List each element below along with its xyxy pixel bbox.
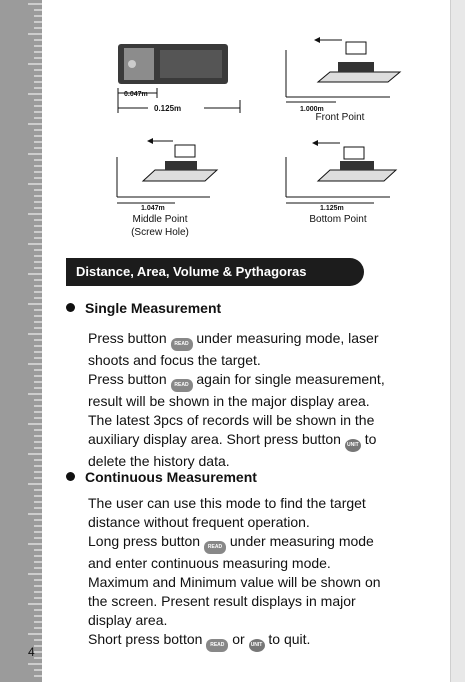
text: Press button <box>88 330 167 346</box>
text: again for single measurement, <box>196 371 385 387</box>
text: delete the history data. <box>88 453 230 469</box>
page-edge <box>450 0 465 682</box>
middle-point-diagram <box>105 135 225 210</box>
bottom-point-diagram <box>278 135 403 210</box>
text: result will be shown in the major display area. <box>88 393 370 409</box>
text: under measuring mode, laser <box>196 330 379 346</box>
middle-point-caption <box>115 213 205 239</box>
bottom-dim-label: 1.125m <box>320 205 344 210</box>
text: Long press button <box>88 533 201 549</box>
text: distance without frequent operation. <box>88 514 310 530</box>
text: shoots and focus the target. <box>88 352 261 368</box>
middle-caption-line2: (Screw Hole) <box>131 227 189 238</box>
dim-large-label: 0.125m <box>154 104 182 113</box>
single-measurement-body <box>88 329 438 471</box>
bottom-point-caption: Bottom Point <box>309 214 367 225</box>
read-button-icon: READ <box>171 338 193 351</box>
left-ruler <box>0 0 42 682</box>
text: the screen. Present result displays in major <box>88 593 356 609</box>
bullet-icon <box>66 472 75 481</box>
middle-caption-line1: Middle Point <box>132 214 188 225</box>
text: display area. <box>88 612 168 628</box>
read-button-icon: READ <box>171 379 193 392</box>
unit-button-icon: UNIT <box>345 439 361 452</box>
section-banner: Distance, Area, Volume & Pythagoras <box>66 258 364 286</box>
dim-small-label: 0.047m <box>124 91 148 98</box>
single-heading-text: Single Measurement <box>85 300 222 316</box>
device-dimension-diagram <box>112 38 242 118</box>
single-measurement-heading <box>66 300 221 316</box>
text: under measuring mode <box>229 533 374 549</box>
text: to quit. <box>268 631 311 647</box>
continuous-heading-text: Continuous Measurement <box>85 469 257 485</box>
read-button-icon: READ <box>206 639 228 652</box>
text: The latest 3pcs of records will be shown in the <box>88 412 375 428</box>
continuous-measurement-body <box>88 494 438 652</box>
text: and enter continuous measuring mode. <box>88 555 331 571</box>
text: to <box>364 431 377 447</box>
front-point-diagram <box>280 32 410 112</box>
front-point-caption: Front Point <box>315 112 365 123</box>
front-dim-label: 1.000m <box>300 106 324 112</box>
text: Press button <box>88 371 167 387</box>
text: Short press botton <box>88 631 203 647</box>
bullet-icon <box>66 303 75 312</box>
continuous-measurement-heading <box>66 469 257 485</box>
page-number: 4 <box>28 645 35 659</box>
unit-button-icon: UNIT <box>249 639 265 652</box>
ruler-strip <box>42 0 60 682</box>
text: auxiliary display area. Short press button <box>88 431 341 447</box>
read-button-icon: READ <box>204 541 226 554</box>
text: or <box>232 631 245 647</box>
middle-dim-label: 1.047m <box>141 205 165 210</box>
text: Maximum and Minimum value will be shown on <box>88 574 381 590</box>
ruler-ticks <box>0 0 42 682</box>
text: The user can use this mode to find the target <box>88 495 366 511</box>
